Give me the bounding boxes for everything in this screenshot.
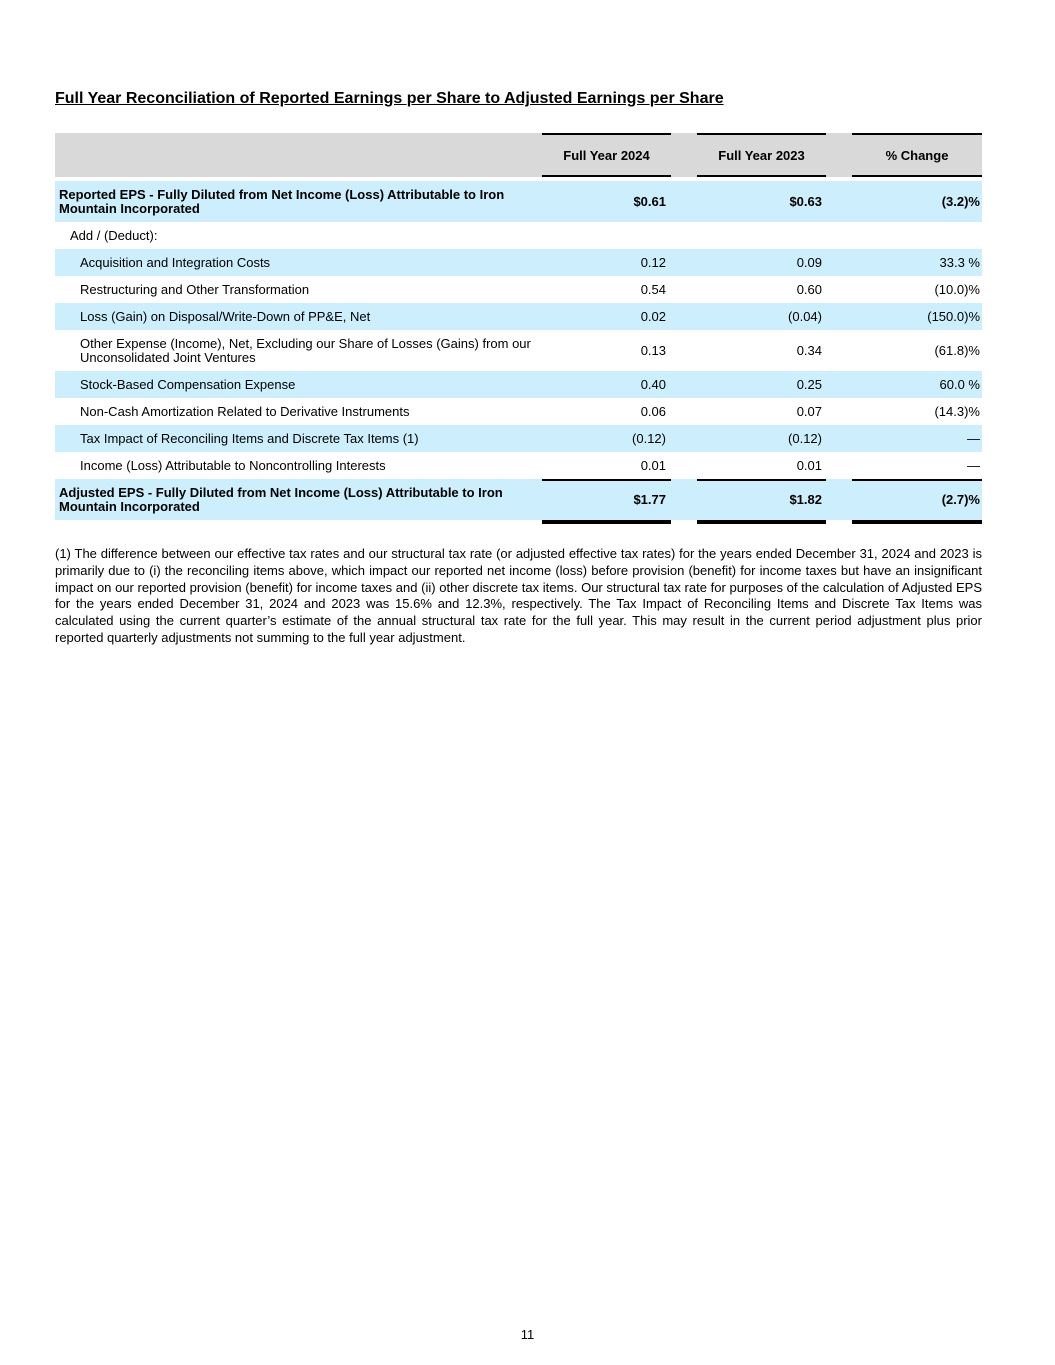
value-2023: 0.09	[796, 255, 822, 270]
value-2023: 0.60	[796, 282, 822, 297]
value-pct-change: (14.3)%	[934, 404, 980, 419]
value-2024: 0.54	[640, 282, 666, 297]
row-label: Non-Cash Amortization Related to Derivative Instruments	[80, 403, 410, 419]
value-2024: 0.12	[640, 255, 666, 270]
value-2023: 0.34	[796, 343, 822, 358]
value-pct-change: (3.2)%	[941, 194, 980, 209]
table-row	[55, 276, 982, 303]
value-2023: (0.12)	[788, 431, 822, 446]
row-label: Loss (Gain) on Disposal/Write-Down of PP&E, Net	[80, 308, 371, 324]
value-pct-change: 60.0 %	[939, 377, 980, 392]
row-label: Other Expense (Income), Net, Excluding our Share of Losses (Gains) from our Unconsolidated Joint Ventures	[80, 335, 531, 365]
value-pct-change: —	[967, 458, 980, 473]
value-pct-change: 33.3 %	[939, 255, 980, 270]
table-row	[55, 425, 982, 452]
page-title: Full Year Reconciliation of Reported Earnings per Share to Adjusted Earnings per Share	[55, 90, 724, 107]
value-pct-change: (2.7)%	[941, 492, 980, 507]
adjusted-eps-row	[55, 479, 982, 520]
column-header-pct-change: % Change	[852, 133, 982, 177]
row-label: Stock-Based Compensation Expense	[80, 376, 296, 392]
value-pct-change: (10.0)%	[934, 282, 980, 297]
value-2024: (0.12)	[632, 431, 666, 446]
value-2024: 0.40	[640, 377, 666, 392]
table-header-row	[55, 133, 982, 177]
reported-eps-row	[55, 181, 982, 222]
total-underline-row	[55, 520, 982, 526]
row-label: Add / (Deduct):	[70, 227, 158, 243]
value-2023: $1.82	[789, 492, 822, 507]
value-2023: (0.04)	[788, 309, 822, 324]
value-2024: 0.06	[640, 404, 666, 419]
value-2024: $0.61	[633, 194, 666, 209]
table-row	[55, 249, 982, 276]
value-pct-change: —	[967, 431, 980, 446]
table-row	[55, 398, 982, 425]
column-header-full-year-2023: Full Year 2023	[697, 133, 826, 177]
value-2023: 0.07	[796, 404, 822, 419]
reconciliation-table	[55, 133, 982, 526]
row-label: Acquisition and Integration Costs	[80, 254, 271, 270]
value-2023: $0.63	[789, 194, 822, 209]
table-row	[55, 330, 982, 371]
value-pct-change: (150.0)%	[927, 309, 980, 324]
table-row	[55, 371, 982, 398]
row-label: Tax Impact of Reconciling Items and Discrete Tax Items (1)	[80, 430, 419, 446]
row-label: Restructuring and Other Transformation	[80, 281, 310, 297]
page-number: 11	[520, 1327, 535, 1342]
value-2024: 0.13	[640, 343, 666, 358]
column-header-full-year-2024: Full Year 2024	[542, 133, 671, 177]
value-2023: 0.25	[796, 377, 822, 392]
row-label: Income (Loss) Attributable to Noncontrolling Interests	[80, 457, 386, 473]
value-2023: 0.01	[796, 458, 822, 473]
row-label: Reported EPS - Fully Diluted from Net Income (Loss) Attributable to Iron Mountain Incorporated	[59, 186, 505, 216]
double-underline	[697, 520, 826, 524]
double-underline	[852, 520, 982, 524]
table-row	[55, 452, 982, 479]
table-row	[55, 303, 982, 330]
value-2024: $1.77	[633, 492, 666, 507]
add-deduct-row	[55, 222, 982, 249]
value-2024: 0.02	[640, 309, 666, 324]
row-label: Adjusted EPS - Fully Diluted from Net Income (Loss) Attributable to Iron Mountain Incorporated	[59, 484, 503, 514]
value-pct-change: (61.8)%	[934, 343, 980, 358]
double-underline	[542, 520, 671, 524]
footnote: (1) The difference between our effective tax rates and our structural tax rate (or adjusted effective tax rates) for the years ended December 31, 2024 and 2023 is primarily due to (i) the reconciling items above, which impact our reported net income (loss) before provision (benefit) for income taxes but have an insignificant impact on our reported provision (benefit) for income taxes and (ii) other discrete tax items. Our structural tax rate for purposes of the calculation of Adjusted EPS for the years ended December 31, 2024 and 2023 was 15.6% and 12.3%, respectively. The Tax Impact of Reconciling Items and Discrete Tax Items was calculated using the current quarter’s estimate of the annual structural tax rate for the full year. This may result in the current period adjustment plus prior reported quarterly adjustments not summing to the full year adjustment.	[55, 546, 982, 645]
value-2024: 0.01	[640, 458, 666, 473]
